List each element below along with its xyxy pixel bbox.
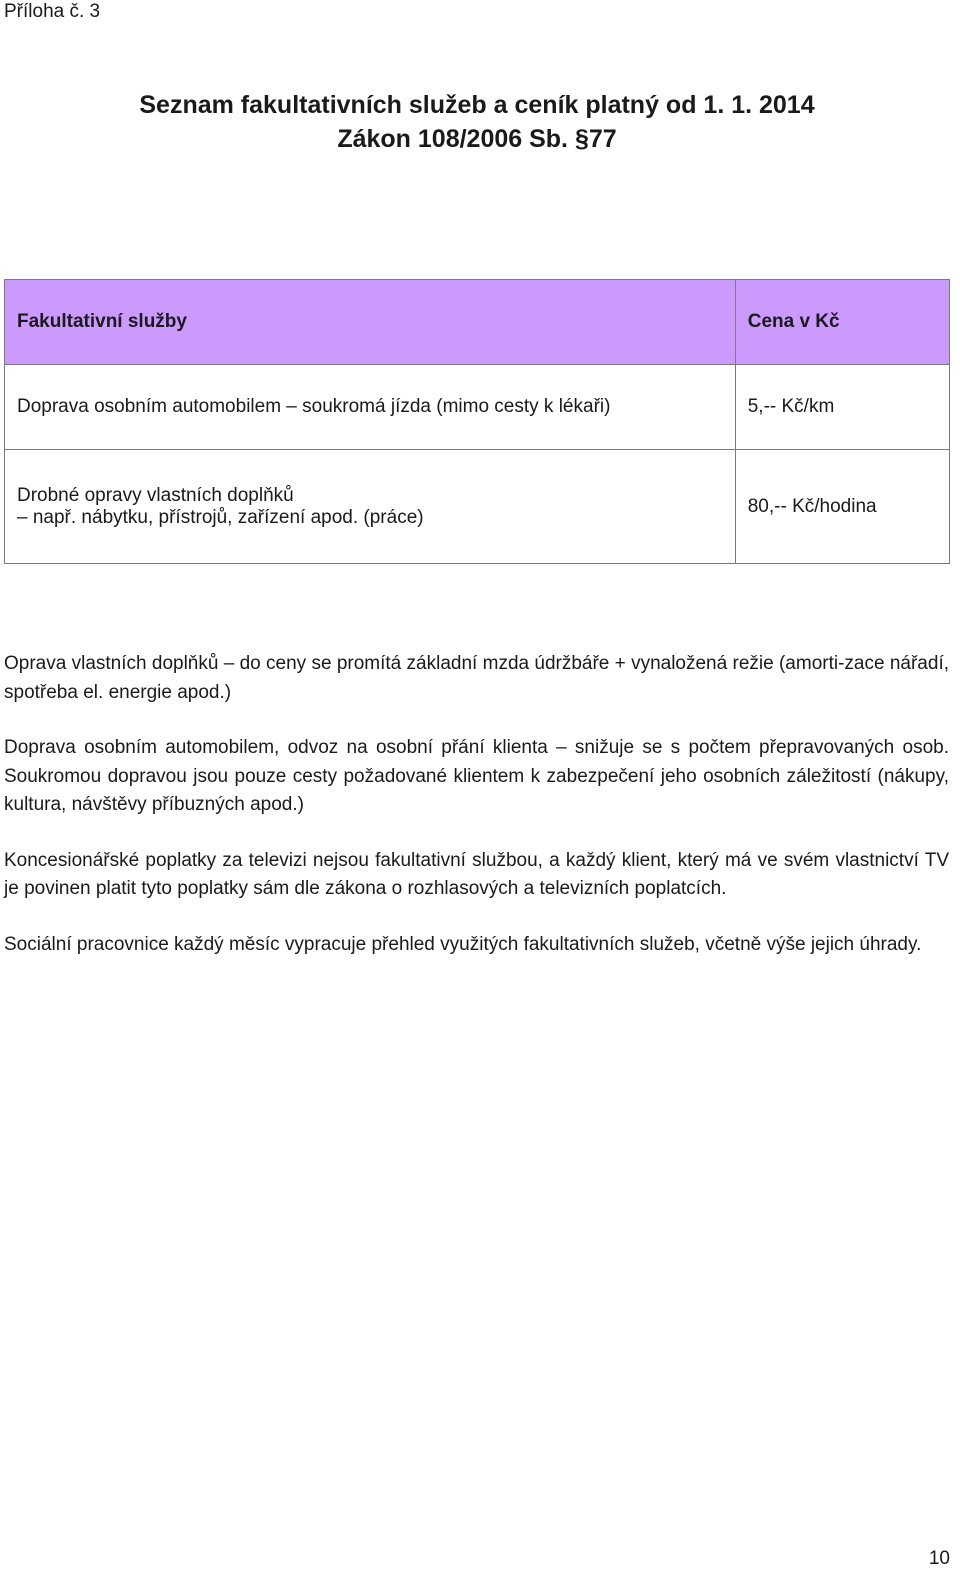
- note-paragraph: Oprava vlastních doplňků – do ceny se promítá základní mzda údržbáře + vynaložená režie (amorti-zace nářadí, spotřeba el. energie apod.): [4, 653, 949, 703]
- note-paragraph: Sociální pracovnice každý měsíc vypracuje přehled využitých fakultativních služeb, včetně výše jejich úhrady.: [4, 933, 922, 955]
- header-price: Cena v Kč: [735, 280, 949, 365]
- service-detail: – např. nábytku, přístrojů, zařízení apod. (práce): [17, 506, 424, 528]
- services-price-table: [4, 279, 950, 564]
- price-cell: 80,-- Kč/hodina: [735, 450, 949, 564]
- annex-label: Příloha č. 3: [4, 1, 101, 22]
- service-cell: [5, 450, 736, 564]
- note-paragraph: Doprava osobním automobilem, odvoz na osobní přání klienta – snižuje se s počtem přepravovaných osob. Soukromou dopravou jsou pouze cesty požadované klientem k zabezpečení jeho osobních záležitostí (nákupy, kultura, návštěvy příbuzných apod.): [4, 737, 949, 815]
- document-title: [0, 88, 954, 156]
- page-number: 10: [928, 1548, 950, 1569]
- note-paragraph: Koncesionářské poplatky za televizi nejsou fakultativní službou, a každý klient, který má ve svém vlastnictví TV je povinen platit tyto poplatky sám dle zákona o rozhlasových a televizních poplatcích.: [4, 849, 949, 899]
- table-row: [5, 450, 950, 564]
- service-name: Doprava osobním automobilem – soukromá jízda (mimo cesty k lékaři): [17, 396, 611, 417]
- service-cell: [5, 365, 736, 450]
- table-row: [5, 365, 950, 450]
- price-cell: 5,-- Kč/km: [735, 365, 949, 450]
- notes-section: [4, 650, 949, 986]
- title-line-1: Seznam fakultativních služeb a ceník platný od 1. 1. 2014: [139, 91, 815, 119]
- header-services: Fakultativní služby: [5, 280, 736, 365]
- table-header-row: [5, 280, 950, 365]
- service-name: Drobné opravy vlastních doplňků: [17, 484, 294, 506]
- title-line-2: Zákon 108/2006 Sb. §77: [337, 125, 617, 153]
